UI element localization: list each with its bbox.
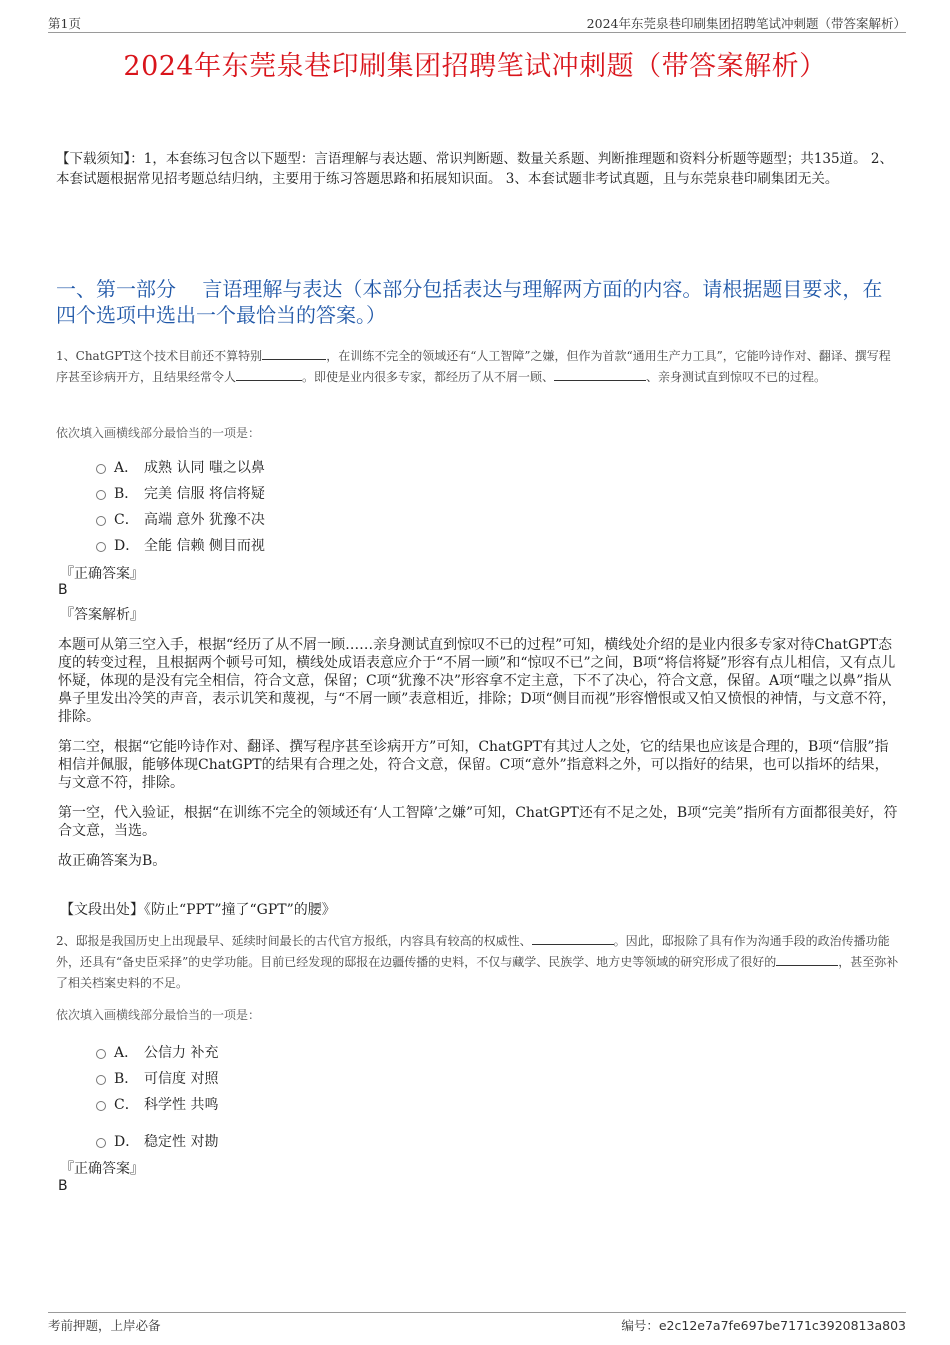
radio-button[interactable] [96, 1075, 106, 1085]
option-d[interactable]: D． 稳定性 对勘 [96, 1131, 218, 1151]
option-c[interactable]: C． 科学性 共鸣 [96, 1094, 218, 1114]
footer-slogan: 考前押题，上岸必备 [48, 1318, 161, 1333]
fill-blank [236, 368, 302, 381]
code-label: 编号： [621, 1318, 659, 1333]
option-a[interactable]: A． 成熟 认同 嗤之以鼻 [96, 457, 265, 477]
q1-text-part: 1、ChatGPT这个技术目前还不算特别 [56, 349, 263, 363]
question-1-text [56, 346, 900, 388]
question-1-instruction: 依次填入画横线部分最恰当的一项是： [56, 426, 261, 440]
radio-button[interactable] [96, 490, 106, 500]
page-header [48, 14, 906, 33]
header-doc-name: 2024年东莞泉巷印刷集团招聘笔试冲刺题（带答案解析） [586, 16, 906, 31]
section-heading: 一、第一部分 言语理解与表达（本部分包括表达与理解两方面的内容。请根据题目要求，在四个选项中选出一个最恰当的答案。） [56, 277, 883, 327]
correct-answer-label: 『正确答案』 [60, 1161, 144, 1177]
radio-button[interactable] [96, 516, 106, 526]
correct-answer-value: B [58, 1178, 68, 1194]
radio-button[interactable] [96, 542, 106, 552]
q1-text-part: 、亲身测试直到惊叹不已的过程。 [646, 370, 827, 384]
q2-text-part: 2、邸报是我国历史上出现最早、延续时间最长的古代官方报纸，内容具有较高的权威性、 [56, 934, 532, 948]
q2-text-part: ，甚至弥补了相关档案史料的不足。 [56, 955, 899, 990]
fill-blank [776, 953, 838, 966]
option-b[interactable]: B． 完美 信服 将信将疑 [96, 483, 265, 503]
q2-text-part: 。因此，邸报除了具有作为沟通手段的政治传播功能外，还具有“备史臣采择”的史学功能。目前已经发现的邸报在边疆传播的史料，不仅与藏学、民族学、地方史等领域的研究形成了很好的 [56, 934, 890, 969]
page-number: 第1页 [48, 16, 81, 31]
q1-text-part: 。即使是业内很多专家，都经历了从不屑一顾、 [302, 370, 555, 384]
analysis-paragraph: 第一空，代入验证，根据“在训练不完全的领域还有‘人工智障’之嫌”可知，ChatGPT还有不足之处，B项“完美”指所有方面都很美好，符合文意，当选。 [58, 805, 898, 839]
code-value: e2c12e7a7fe697be7171c3920813a803 [658, 1318, 906, 1333]
document-title: 2024年东莞泉巷印刷集团招聘笔试冲刺题（带答案解析） [123, 51, 827, 82]
question-2-instruction: 依次填入画横线部分最恰当的一项是： [56, 1008, 261, 1022]
option-d[interactable]: D． 全能 信赖 侧目而视 [96, 535, 265, 555]
option-a[interactable]: A． 公信力 补充 [96, 1042, 218, 1062]
analysis-paragraph: 第二空，根据“它能吟诗作对、翻译、撰写程序甚至诊病开方”可知，ChatGPT有其过人之处，它的结果也应该是合理的，B项“信服”指相信并佩服，能够体现ChatGPT的结果有合理之处，符合文意，保留。C项“意外”指意料之外，可以指好的结果，也可以指坏的结果，与文意不符，排除。 [58, 739, 889, 791]
text-source: 【文段出处】《防止“PPT”撞了“GPT”的腰》 [60, 902, 336, 918]
fill-blank [262, 347, 326, 360]
radio-button[interactable] [96, 1049, 106, 1059]
option-c[interactable]: C． 高端 意外 犹豫不决 [96, 509, 265, 529]
analysis-paragraph: 本题可从第三空入手，根据“经历了从不屑一顾……亲身测试直到惊叹不已的过程”可知，横线处介绍的是业内很多专家对待ChatGPT态度的转变过程，且根据两个顿号可知，横线处成语表意应介于“不屑一顾”和“惊叹不已”之间，B项“将信将疑”形容有点儿相信，又有点儿怀疑，体现的是没有完全相信，符合文意，保留；C项“犹豫不决”形容拿不定主意，下不了决心，符合文意，保留。A项“嗤之以鼻”指从鼻子里发出冷笑的声音，表示讥笑和蔑视，与“不屑一顾”表意相近，排除；D项“侧目而视”形容憎恨或又怕又愤恨的神情，与文意不符，排除。 [58, 637, 896, 725]
correct-answer-value: B [58, 582, 68, 598]
footer-code [621, 1316, 906, 1334]
q1-text-part: ，在训练不完全的领域还有“人工智障”之嫌，但作为首款“通用生产力工具”，它能吟诗作对、翻译、撰写程序甚至诊病开方，且结果经常令人 [56, 349, 891, 384]
radio-button[interactable] [96, 464, 106, 474]
analysis-label: 『答案解析』 [60, 607, 144, 623]
answer-analysis [58, 636, 900, 882]
option-b[interactable]: B． 可信度 对照 [96, 1068, 218, 1088]
question-2-text [56, 931, 900, 994]
download-notice: 【下载须知】：1，本套练习包含以下题型：言语理解与表达题、常识判断题、数量关系题、判断推理题和资料分析题等题型；共135道。 2、本套试题根据常见招考题总结归纳，主要用于练习答题思路和拓展知识面。 3、本套试题非考试真题，且与东莞泉巷印刷集团无关。 [56, 151, 893, 187]
radio-button[interactable] [96, 1138, 106, 1148]
fill-blank [532, 932, 614, 945]
page-footer [48, 1312, 906, 1333]
correct-answer-label: 『正确答案』 [60, 566, 144, 582]
fill-blank [554, 368, 646, 381]
radio-button[interactable] [96, 1101, 106, 1111]
analysis-paragraph: 故正确答案为B。 [58, 853, 167, 869]
